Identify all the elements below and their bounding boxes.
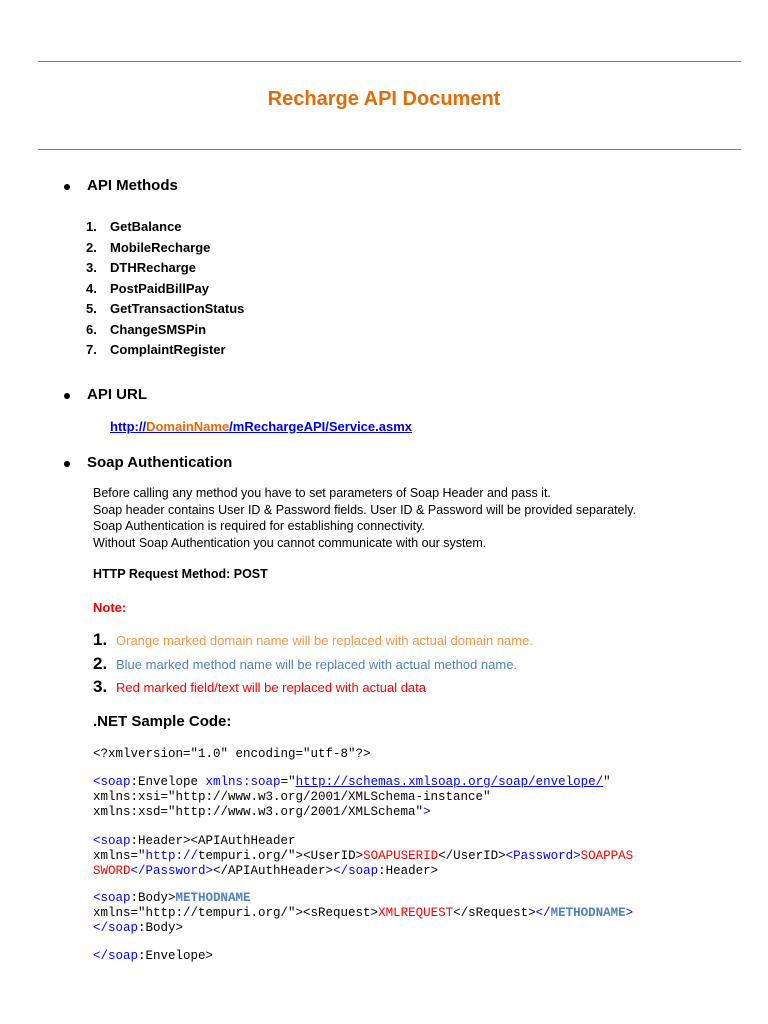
http-method: HTTP Request Method: POST <box>93 567 268 581</box>
bullet-icon <box>64 461 70 467</box>
method-item: 4. PostPaidBillPay <box>86 280 209 296</box>
code-xml-declaration: <?xmlversion="1.0" encoding="utf-8"?> <box>93 747 371 761</box>
bullet-icon <box>64 393 70 399</box>
api-url-link[interactable]: http://DomainName/mRechargeAPI/Service.asmx <box>110 419 412 434</box>
code-envelope-open: <soap:Envelope xmlns:soap="http://schemas.xmlsoap.org/soap/envelope/" xmlns:xsi="http://www.w3.org/2001/XMLSchema-instance" xmlns:xsd="http://www.w3.org/2001/XMLSchema"> <box>93 775 611 819</box>
domain-name: DomainName <box>146 419 230 434</box>
section-heading: API URL <box>87 386 147 403</box>
method-item: 7. ComplaintRegister <box>86 342 226 357</box>
section-heading: API Methods <box>87 177 178 194</box>
method-item: 1. GetBalance <box>86 219 182 234</box>
method-item: 2. MobileRecharge <box>86 239 211 255</box>
top-rule <box>38 61 741 62</box>
method-name-placeholder: METHODNAME <box>175 891 251 905</box>
section-heading: Soap Authentication <box>87 454 233 471</box>
method-item: 6. ChangeSMSPin <box>86 321 207 337</box>
method-item: 5. GetTransactionStatus <box>86 301 245 316</box>
note-list <box>93 630 533 701</box>
soap-auth-paragraph: Before calling any method you have to set parameters of Soap Header and pass it. Soap header contains User ID & Password fields. User ID & Password will be provided separately. Soap Authentication is required for establishing connectivity. Without Soap Authentication you cannot communicate with our system. <box>93 486 637 550</box>
code-soap-body: <soap:Body>METHODNAME xmlns="http://tempuri.org/"><sRequest>XMLREQUEST</sRequest></METHODNAME> </soap:Body> <box>93 891 634 935</box>
code-soap-header: <soap:Header><APIAuthHeader xmlns="http://tempuri.org/"><UserID>SOAPUSERID</UserID><Password>SOAPPAS SWORD</Password></APIAuthHeader></soap:Header> <box>93 834 634 878</box>
code-envelope-close: </soap:Envelope> <box>93 949 214 963</box>
method-item: 3. DTHRecharge <box>86 260 196 275</box>
note-item: 1. Orange marked domain name will be replaced with actual domain name. <box>93 630 533 649</box>
page-title: Recharge API Document <box>267 88 501 110</box>
title-rule <box>38 149 741 150</box>
note-item: 3. Red marked field/text will be replaced with actual data <box>93 677 426 696</box>
note-item: 2. Blue marked method name will be replaced with actual method name. <box>93 653 518 673</box>
net-sample-heading: .NET Sample Code: <box>93 713 232 730</box>
note-label: Note: <box>93 600 127 615</box>
bullet-icon <box>64 184 70 190</box>
method-list <box>86 219 244 363</box>
